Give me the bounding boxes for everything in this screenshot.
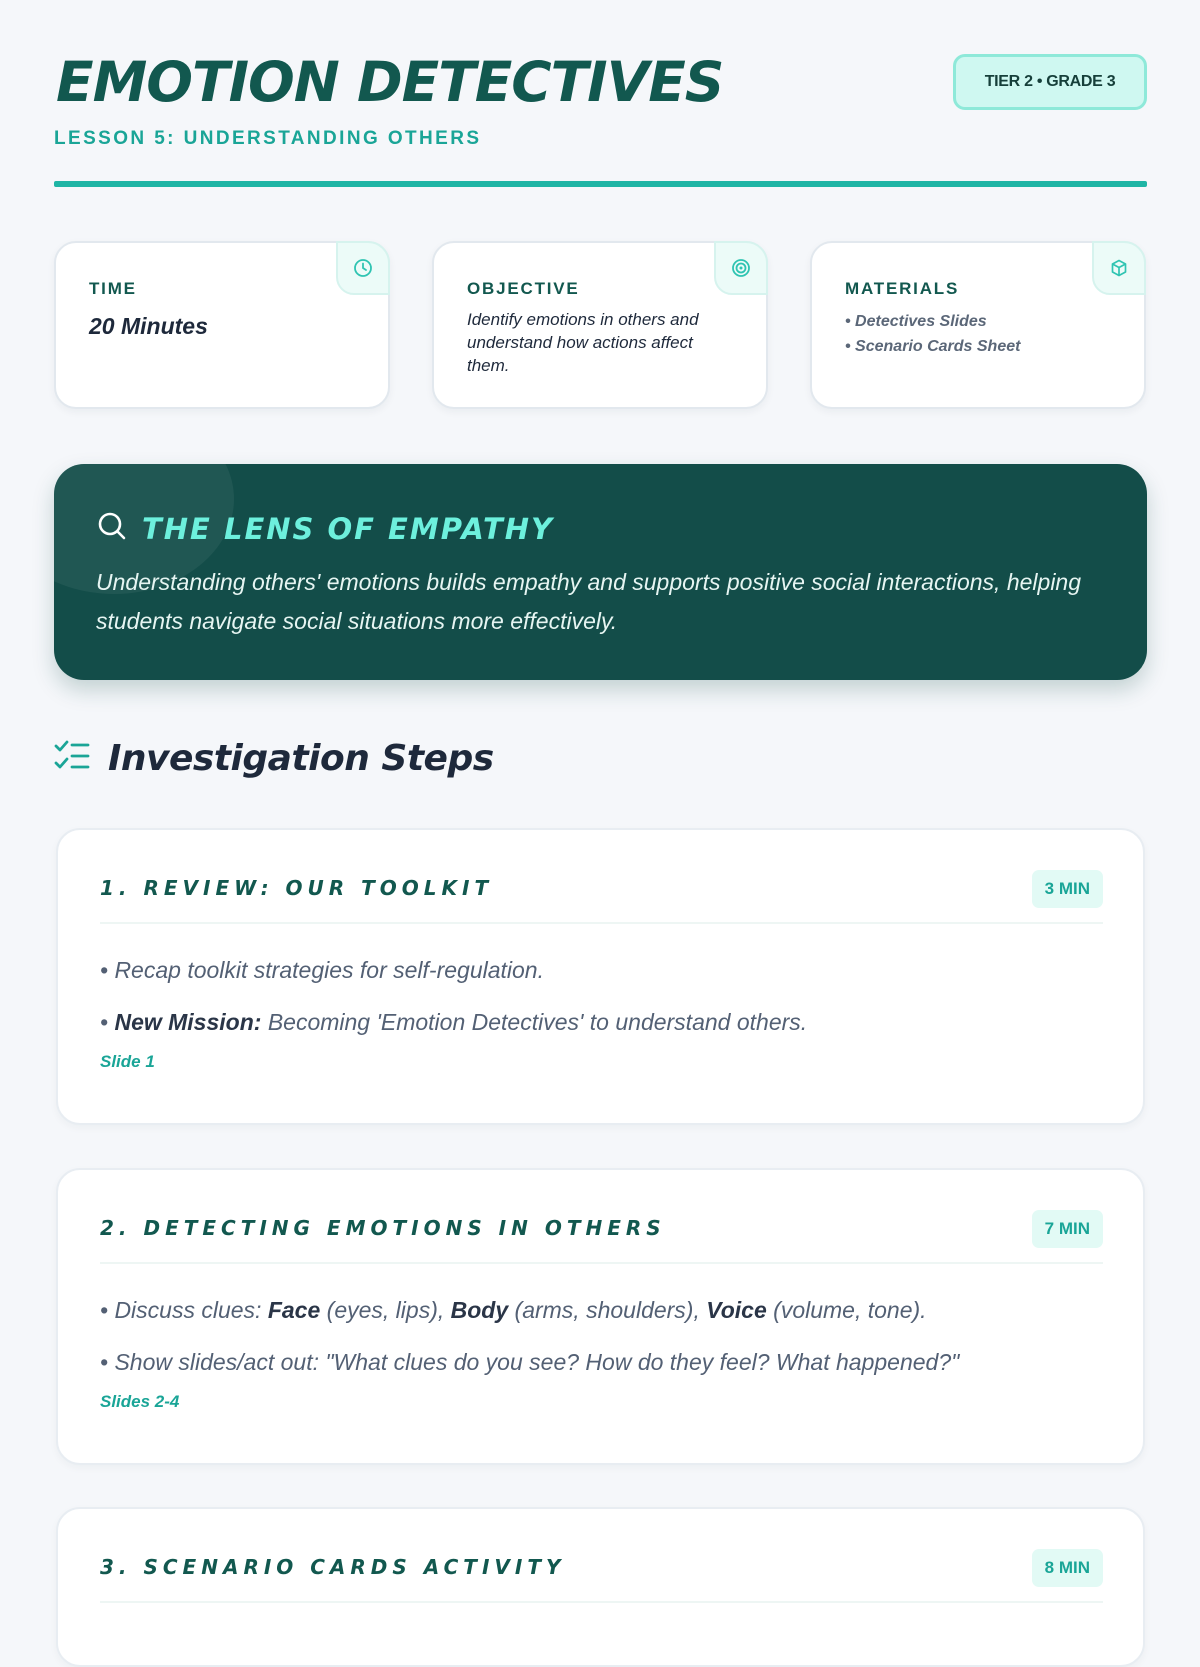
step-card [56, 1168, 1145, 1465]
clock-icon [336, 241, 390, 295]
bullet-emphasis: Voice [706, 1297, 767, 1323]
materials-card [810, 241, 1146, 409]
header [54, 0, 1147, 186]
step-bullet: • Discuss clues: Face (eyes, lips), Body (arms, shoulders), Voice (volume, tone). [100, 1297, 927, 1323]
package-icon [1092, 241, 1146, 295]
tier-grade-badge: TIER 2 • GRADE 3 [953, 54, 1147, 110]
duration-badge: 3 MIN [1032, 870, 1103, 908]
time-card [54, 241, 390, 409]
bullet-text: (eyes, lips) [326, 1297, 438, 1323]
step-title: 2. DETECTING EMOTIONS IN OTHERS [100, 1216, 666, 1240]
banner-text: Understanding others' emotions builds empathy and supports positive social interactions, helping students navigate social situations more effectively. [96, 569, 1082, 634]
step-header [100, 870, 1103, 924]
time-label: TIME [89, 279, 137, 298]
step-body [100, 1284, 1103, 1412]
checklist-icon [54, 739, 90, 778]
bullet-text: (volume, tone). [773, 1297, 927, 1323]
objective-card [432, 241, 768, 409]
step-title: 1. REVIEW: OUR TOOLKIT [100, 876, 494, 900]
duration-badge: 7 MIN [1032, 1210, 1103, 1248]
empathy-banner [54, 464, 1147, 680]
bullet-emphasis: Body [450, 1297, 509, 1323]
search-icon [96, 510, 128, 547]
step-header [100, 1210, 1103, 1264]
slide-reference: Slides 2-4 [100, 1392, 180, 1411]
bullet-emphasis: Face [267, 1297, 321, 1323]
bullet-text: Becoming 'Emotion Detectives' to understand others. [267, 1009, 808, 1035]
banner-heading [96, 510, 554, 547]
page-title: EMOTION DETECTIVES [56, 50, 724, 114]
objective-label: OBJECTIVE [467, 279, 580, 298]
info-cards [54, 241, 1147, 411]
banner-title: THE LENS OF EMPATHY [142, 511, 555, 546]
materials-item: • Detectives Slides [845, 313, 987, 330]
target-icon [714, 241, 768, 295]
step-header [100, 1549, 1103, 1603]
time-value: 20 Minutes [89, 313, 208, 339]
step-title: 3. SCENARIO CARDS ACTIVITY [100, 1555, 566, 1579]
materials-label: MATERIALS [845, 279, 960, 298]
lesson-page [54, 0, 1147, 1579]
materials-item: • Scenario Cards Sheet [845, 338, 1021, 355]
step-bullet: • Recap toolkit strategies for self-regulation. [100, 957, 544, 983]
step-card [56, 828, 1145, 1125]
step-bullet: • New Mission: Becoming 'Emotion Detectives' to understand others. [100, 1009, 808, 1035]
objective-text: Identify emotions in others and understand how actions affect them. [467, 310, 699, 375]
header-divider [54, 181, 1147, 187]
duration-badge: 8 MIN [1032, 1549, 1103, 1587]
step-bullet: • Show slides/act out: "What clues do you see? How do they feel? What happened?" [100, 1349, 960, 1375]
bullet-emphasis: New Mission: [114, 1009, 262, 1035]
investigation-steps-heading [54, 738, 494, 779]
section-title: Investigation Steps [108, 738, 494, 779]
slide-reference: Slide 1 [100, 1052, 155, 1071]
bullet-prefix: • Discuss clues: [100, 1297, 268, 1323]
step-body [100, 944, 1103, 1072]
materials-list [845, 309, 1020, 359]
lesson-subtitle: LESSON 5: UNDERSTANDING OTHERS [54, 128, 482, 149]
bullet-text: (arms, shoulders) [514, 1297, 694, 1323]
step-card [56, 1507, 1145, 1667]
